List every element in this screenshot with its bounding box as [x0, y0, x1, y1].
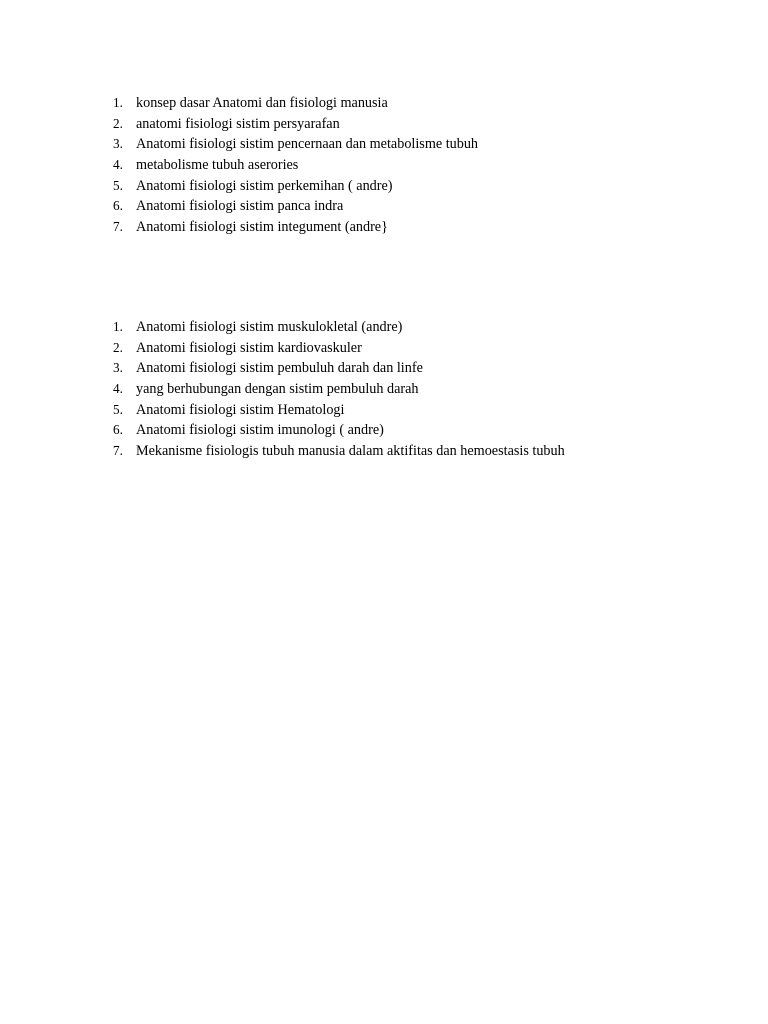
list-item-text: Anatomi fisiologi sistim kardiovaskuler [136, 339, 362, 356]
list-item-number: 7. [113, 443, 123, 459]
list-item-text: anatomi fisiologi sistim persyarafan [136, 115, 340, 132]
list-item-text: Anatomi fisiologi sistim Hematologi [136, 401, 345, 418]
list-item-number: 5. [113, 177, 123, 193]
list-item-text: yang berhubungan dengan sistim pembuluh darah [136, 381, 419, 398]
list-item-number: 6. [113, 198, 123, 214]
list-item-text: Anatomi fisiologi sistim muskulokletal (andre) [136, 319, 403, 335]
list-item-number: 3. [113, 136, 123, 152]
list-item-number: 7. [113, 219, 123, 235]
list-item-number: 4. [113, 381, 123, 397]
list-item-text: Anatomi fisiologi sistim pembuluh darah dan linfe [136, 360, 423, 377]
list-item-text: Anatomi fisiologi sistim panca indra [136, 198, 344, 215]
list-item-text: Anatomi fisiologi sistim integument (andre} [136, 219, 388, 236]
list-item-text: Anatomi fisiologi sistim imunologi ( andre) [136, 422, 384, 439]
list-item-text: Mekanisme fisiologis tubuh manusia dalam aktifitas dan hemoestasis tubuh [136, 443, 565, 460]
list-item-number: 6. [113, 422, 123, 438]
list-item-number: 2. [113, 115, 123, 131]
list-item-text: konsep dasar Anatomi dan fisiologi manusia [136, 95, 388, 111]
list-item-number: 1. [113, 319, 123, 334]
list-item-number: 4. [113, 157, 123, 173]
list-item-number: 5. [113, 401, 123, 417]
list-item-text: Anatomi fisiologi sistim perkemihan ( andre) [136, 177, 393, 194]
list-item-number: 1. [113, 95, 123, 110]
list-item-number: 3. [113, 360, 123, 376]
list-item-text: Anatomi fisiologi sistim pencernaan dan metabolisme tubuh [136, 136, 479, 153]
list-item-text: metabolisme tubuh aserories [136, 157, 299, 174]
list-item-number: 2. [113, 339, 123, 355]
